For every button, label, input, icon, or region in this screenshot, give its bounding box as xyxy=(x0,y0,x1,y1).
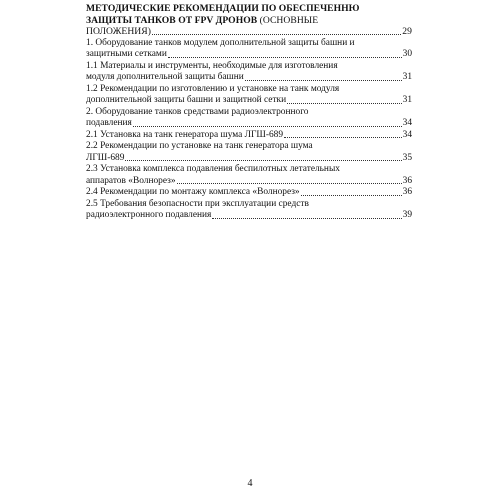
toc-entry-page: 36 xyxy=(402,175,412,186)
toc-entry-text-line: 2. Оборудование танков средствами радиоэлектронного xyxy=(86,106,309,117)
toc-entry[interactable] xyxy=(86,61,412,84)
toc-entry[interactable] xyxy=(86,84,412,107)
toc-entry-text-line: подавления xyxy=(86,118,132,128)
dot-leader xyxy=(125,160,401,161)
toc-entry-page: 34 xyxy=(402,118,412,128)
dot-leader xyxy=(287,103,401,104)
toc-entry[interactable] xyxy=(86,187,412,199)
toc-entry-leader-line xyxy=(86,153,412,165)
dot-leader xyxy=(177,183,402,184)
toc-entry-page: 35 xyxy=(402,152,412,163)
toc-title-line-2-normal: (ОСНОВНЫЕ xyxy=(257,14,319,26)
dot-leader xyxy=(212,218,401,219)
toc-entry-text-line: защитными сетками xyxy=(86,49,167,59)
toc-entry-page: 39 xyxy=(402,210,412,220)
toc-entry-leader-line xyxy=(86,118,412,130)
toc-entry-text-line: ЛГШ-689 xyxy=(86,152,125,163)
toc-title-page: 29 xyxy=(402,26,412,37)
toc-entry-text-line: 1. Оборудование танков модулем дополнительной защиты башни и xyxy=(86,37,355,48)
dot-leader xyxy=(301,195,402,196)
dot-leader xyxy=(133,126,402,127)
toc-title-line-3: ПОЛОЖЕНИЯ) xyxy=(86,26,151,37)
toc-entry-page: 34 xyxy=(402,129,412,140)
toc-entry[interactable] xyxy=(86,164,412,187)
toc-entry-text-line: аппаратов «Волнорез» xyxy=(86,175,176,186)
toc-entry[interactable] xyxy=(86,38,412,61)
toc-entry-page: 31 xyxy=(402,72,412,82)
toc-entry[interactable] xyxy=(86,141,412,164)
toc-entry-leader-line xyxy=(86,72,412,84)
dot-leader xyxy=(168,57,402,58)
toc-entry-text-line: 2.1 Установка на танк генератора шума ЛГШ-689 xyxy=(86,129,284,140)
toc-entry-text-line: радиоэлектронного подавления xyxy=(86,210,212,220)
toc-entry-text-line: 2.3 Установка комплекса подавления беспилотных летательных xyxy=(86,164,340,174)
toc-entry-leader-line xyxy=(86,130,412,142)
toc-title xyxy=(86,3,412,38)
toc-entry-text-line: 1.2 Рекомендации по изготовлению и установке на танк модуля xyxy=(86,83,340,94)
toc-entry-text-line: 2.4 Рекомендации по монтажу комплекса «Волнорез» xyxy=(86,187,300,197)
toc-entry-text-line: модуля дополнительной защиты башни xyxy=(86,72,244,82)
toc-title-line-2 xyxy=(86,15,412,27)
toc-entry-page: 31 xyxy=(402,95,412,105)
toc-entries xyxy=(86,38,412,222)
dot-leader xyxy=(284,137,402,138)
toc-entry[interactable] xyxy=(86,107,412,130)
toc-entry-text-line: 2.5 Требования безопасности при эксплуатации средств xyxy=(86,198,309,209)
dot-leader xyxy=(152,34,401,35)
toc-entry-page: 36 xyxy=(402,187,412,197)
toc-entry-leader-line xyxy=(86,187,412,199)
toc-entry-leader-line xyxy=(86,176,412,188)
toc-entry-page: 30 xyxy=(402,49,412,59)
toc-entry[interactable] xyxy=(86,199,412,222)
toc-title-line-2-bold: ЗАЩИТЫ ТАНКОВ ОТ FPV ДРОНОВ xyxy=(86,14,258,26)
dot-leader xyxy=(245,80,402,81)
toc-entry-text-line: 2.2 Рекомендации по установке на танк генератора шума xyxy=(86,141,313,151)
toc-entry-leader-line xyxy=(86,210,412,222)
table-of-contents xyxy=(86,3,412,222)
toc-entry-leader-line xyxy=(86,49,412,61)
page-number: 4 xyxy=(247,478,253,489)
toc-title-line-1: МЕТОДИЧЕСКИЕ РЕКОМЕНДАЦИИ ПО ОБЕСПЕЧЕННЮ xyxy=(86,3,360,14)
toc-entry[interactable] xyxy=(86,130,412,142)
toc-entry-text-line: дополнительной защиты башни и защитной сетки xyxy=(86,95,287,105)
toc-entry-leader-line xyxy=(86,95,412,107)
toc-entry-text-line: 1.1 Материалы и инструменты, необходимые для изготовления xyxy=(86,60,338,71)
toc-title-leader-line xyxy=(86,26,412,38)
